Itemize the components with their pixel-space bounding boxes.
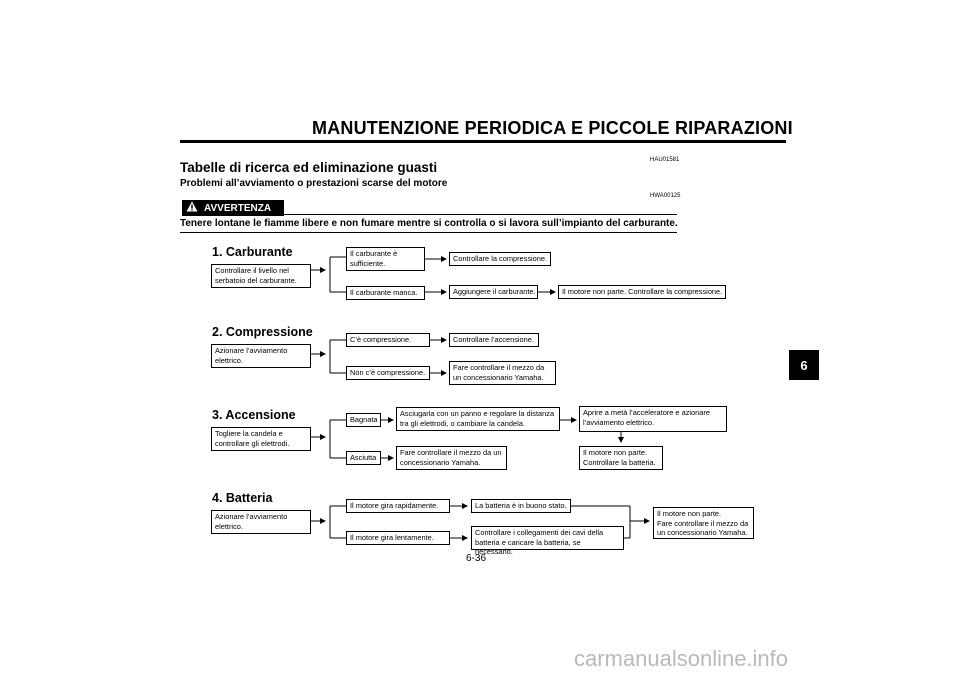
warning-label: AVVERTENZA [204,202,272,214]
ignition-dealer-box: Fare controllare il mezzo da un concessionario Yamaha. [396,446,507,470]
fuel-add-box: Aggiungere il carburante. [449,285,538,299]
battery-charge-box: Controllare i collegamenti dei cavi della batteria e caricare la batteria, se necessario. [471,526,624,550]
compression-absent-box: Non c’è compressione. [346,366,430,380]
battery-good-box: La batteria è in buono stato. [471,499,571,513]
battery-fast-box: Il motore gira rapidamente. [346,499,450,513]
warning-text: Tenere lontane le fiamme libere e non fumare mentre si controlla o si lavora sull’impianto del carburante. [180,218,678,229]
ref-code-hau: HAU01581 [650,157,680,163]
compression-dealer-box: Fare controllare il mezzo da un concessionario Yamaha. [449,361,556,385]
chart-title-fuel: 1. Carburante [212,245,293,259]
compression-start-box: Azionare l’avviamento elettrico. [211,344,311,368]
chart-title-ignition: 3. Accensione [212,408,296,422]
fuel-check-compression-box: Controllare la compressione. [449,252,551,266]
ignition-dry-box: Asciutta [346,451,381,465]
ignition-start-box: Togliere la candela e controllare gli elettrodi. [211,427,311,451]
ignition-check-battery-box: Il motore non parte. Controllare la batteria. [579,446,663,470]
battery-dealer-box: Il motore non parte. Fare controllare il mezzo da un concessionario Yamaha. [653,507,754,539]
ignition-wet-box: Bagnata [346,413,381,427]
fuel-no-start-box: Il motore non parte. Controllare la compressione. [558,285,726,299]
battery-slow-box: Il motore gira lentamente. [346,531,450,545]
chart-title-battery: 4. Batteria [212,491,273,505]
section-subtitle: Problemi all’avviamento o prestazioni scarse del motore [180,178,448,189]
compression-check-ignition-box: Controllare l’accensione. [449,333,539,347]
watermark: carmanualsonline.info [574,646,789,671]
chapter-tab[interactable]: 6 [789,350,819,380]
page-header-title: MANUTENZIONE PERIODICA E PICCOLE RIPARAZIONI [312,118,793,138]
compression-present-box: C’è compressione. [346,333,430,347]
page-number: 6-36 [466,553,487,564]
ignition-open-throttle-box: Aprire a metà l’acceleratore e azionare l’avviamento elettrico. [579,406,727,432]
ref-code-hwa: HWA00125 [650,193,681,199]
section-title: Tabelle di ricerca ed eliminazione guasti [180,160,438,175]
fuel-start-box: Controllare il livello nel serbatoio del carburante. [211,264,311,288]
ignition-dry-plug-box: Asciugarla con un panno e regolare la distanza tra gli elettrodi, o cambiare la candela. [396,407,560,431]
fuel-missing-box: Il carburante manca. [346,286,425,300]
chart-title-compression: 2. Compressione [212,325,313,339]
fuel-sufficient-box: Il carburante è sufficiente. [346,247,425,271]
battery-start-box: Azionare l’avviamento elettrico. [211,510,311,534]
